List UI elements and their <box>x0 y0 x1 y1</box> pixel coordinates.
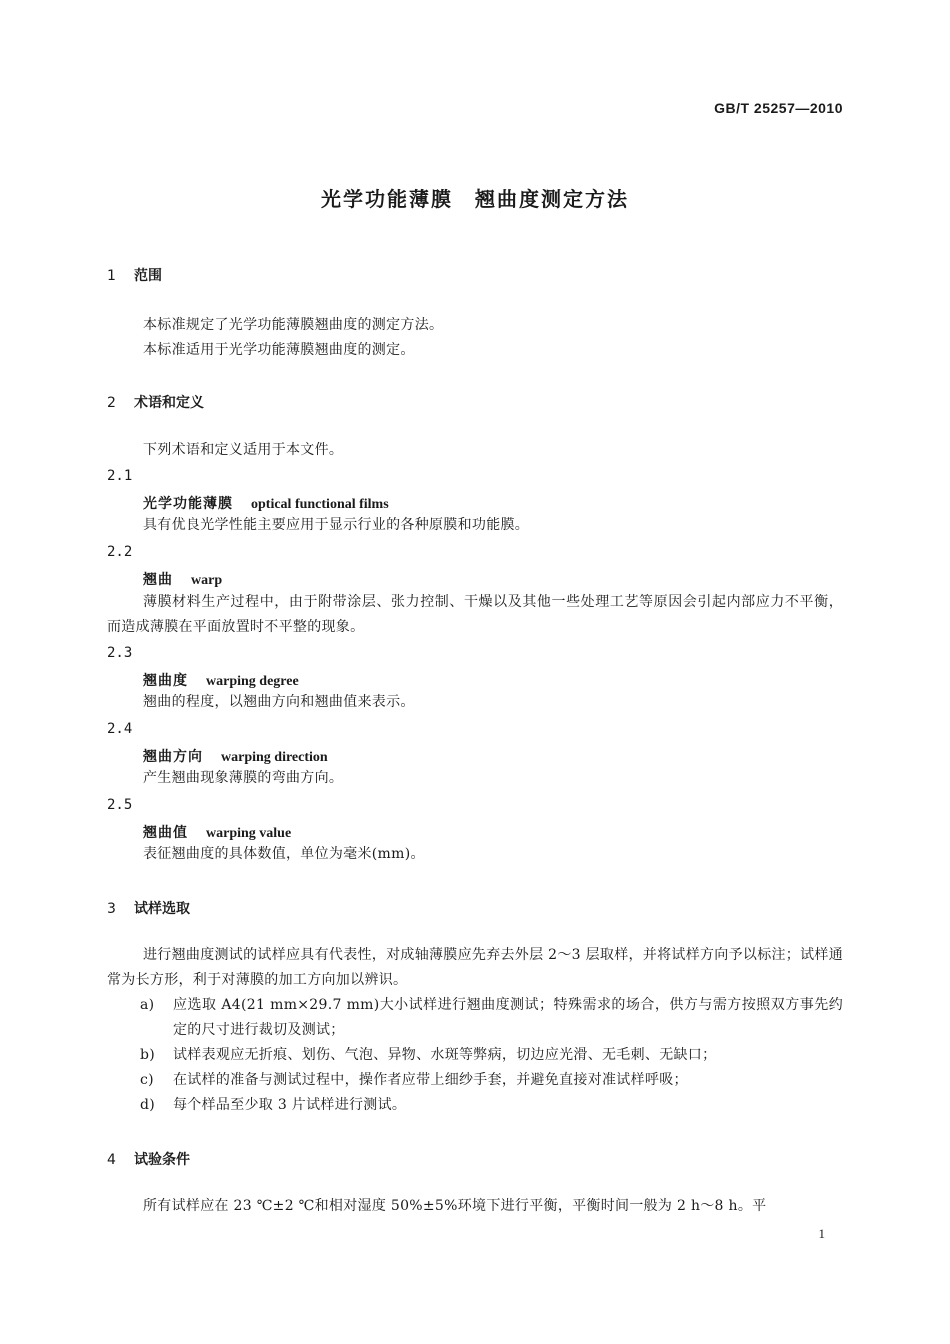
section-3-paragraph: 进行翘曲度测试的试样应具有代表性，对成轴薄膜应先弃去外层 2～3 层取样，并将试样方向予以标注；试样通常为长方形，利于对薄膜的加工方向加以辨识。 <box>107 947 844 988</box>
section-number: 4 <box>107 1152 116 1168</box>
list-text: 每个样品至少取 3 片试样进行测试。 <box>173 1097 407 1113</box>
clause-number: 2.2 <box>107 544 133 560</box>
standard-code: GB/T 25257—2010 <box>714 100 843 116</box>
list-item <box>140 1093 843 1118</box>
term-definition: 薄膜材料生产过程中，由于附带涂层、张力控制、干燥以及其他一些处理工艺等原因会引起内部应力不平衡，而造成薄膜在平面放置时不平整的现象。 <box>107 594 843 635</box>
list-item <box>140 993 843 1043</box>
term-entry <box>143 569 222 589</box>
page-number: 1 <box>818 1226 825 1241</box>
term-definition: 翘曲的程度，以翘曲方向和翘曲值来表示。 <box>143 694 415 710</box>
term-definition: 产生翘曲现象薄膜的弯曲方向。 <box>143 770 344 786</box>
list-text: 试样表观应无折痕、划伤、气泡、异物、水斑等弊病，切边应光滑、无毛刺、无缺口； <box>173 1047 717 1063</box>
term-definition: 具有优良光学性能主要应用于显示行业的各种原膜和功能膜。 <box>143 517 530 533</box>
term-english: warping direction <box>221 750 328 765</box>
clause-number: 2.4 <box>107 721 133 737</box>
term-english: warping value <box>206 826 292 841</box>
section-number: 3 <box>107 901 116 917</box>
section-title: 试验条件 <box>134 1152 190 1168</box>
section-2-intro: 下列术语和定义适用于本文件。 <box>143 442 344 458</box>
section-number: 1 <box>107 268 116 284</box>
section-title: 试样选取 <box>134 901 190 917</box>
section-title: 范围 <box>134 268 162 284</box>
section-4-paragraph: 所有试样应在 23 ℃±2 ℃和相对湿度 50%±5%环境下进行平衡，平衡时间一般为 2 h～8 h。平 <box>143 1198 767 1214</box>
term-entry <box>143 670 299 690</box>
list-label: b) <box>140 1047 156 1063</box>
term-entry <box>143 746 328 766</box>
list-item <box>140 1068 843 1093</box>
term-chinese: 光学功能薄膜 <box>143 496 233 512</box>
section-3-heading <box>107 898 190 918</box>
term-entry <box>143 822 291 842</box>
section-1-paragraph-1: 本标准规定了光学功能薄膜翘曲度的测定方法。 <box>143 317 444 333</box>
section-2-heading <box>107 392 204 412</box>
section-1-paragraph-2: 本标准适用于光学功能薄膜翘曲度的测定。 <box>143 342 415 358</box>
term-english: optical functional films <box>251 497 389 512</box>
list-label: a) <box>140 997 155 1013</box>
term-english: warp <box>191 573 223 588</box>
term-english: warping degree <box>206 674 299 689</box>
list-text: 应选取 A4(21 mm×29.7 mm)大小试样进行翘曲度测试；特殊需求的场合，供方与需方按照双方事先约定的尺寸进行裁切及测试； <box>173 997 843 1038</box>
term-definition: 表征翘曲度的具体数值，单位为毫米(mm)。 <box>143 846 425 862</box>
term-chinese: 翘曲值 <box>143 825 188 841</box>
list-item <box>140 1043 843 1068</box>
term-chinese: 翘曲方向 <box>143 749 203 765</box>
section-title: 术语和定义 <box>134 395 204 411</box>
list-label: c) <box>140 1072 154 1088</box>
section-4-heading <box>107 1149 190 1169</box>
clause-number: 2.1 <box>107 468 133 484</box>
term-chinese: 翘曲度 <box>143 673 188 689</box>
term-chinese: 翘曲 <box>143 572 173 588</box>
clause-number: 2.5 <box>107 797 133 813</box>
section-number: 2 <box>107 395 116 411</box>
section-1-heading <box>107 265 162 285</box>
list-label: d) <box>140 1097 156 1113</box>
term-entry <box>143 493 389 513</box>
clause-number: 2.3 <box>107 645 133 661</box>
document-title: 光学功能薄膜 翘曲度测定方法 <box>321 187 629 211</box>
list-text: 在试样的准备与测试过程中，操作者应带上细纱手套，并避免直接对准试样呼吸； <box>173 1072 688 1088</box>
